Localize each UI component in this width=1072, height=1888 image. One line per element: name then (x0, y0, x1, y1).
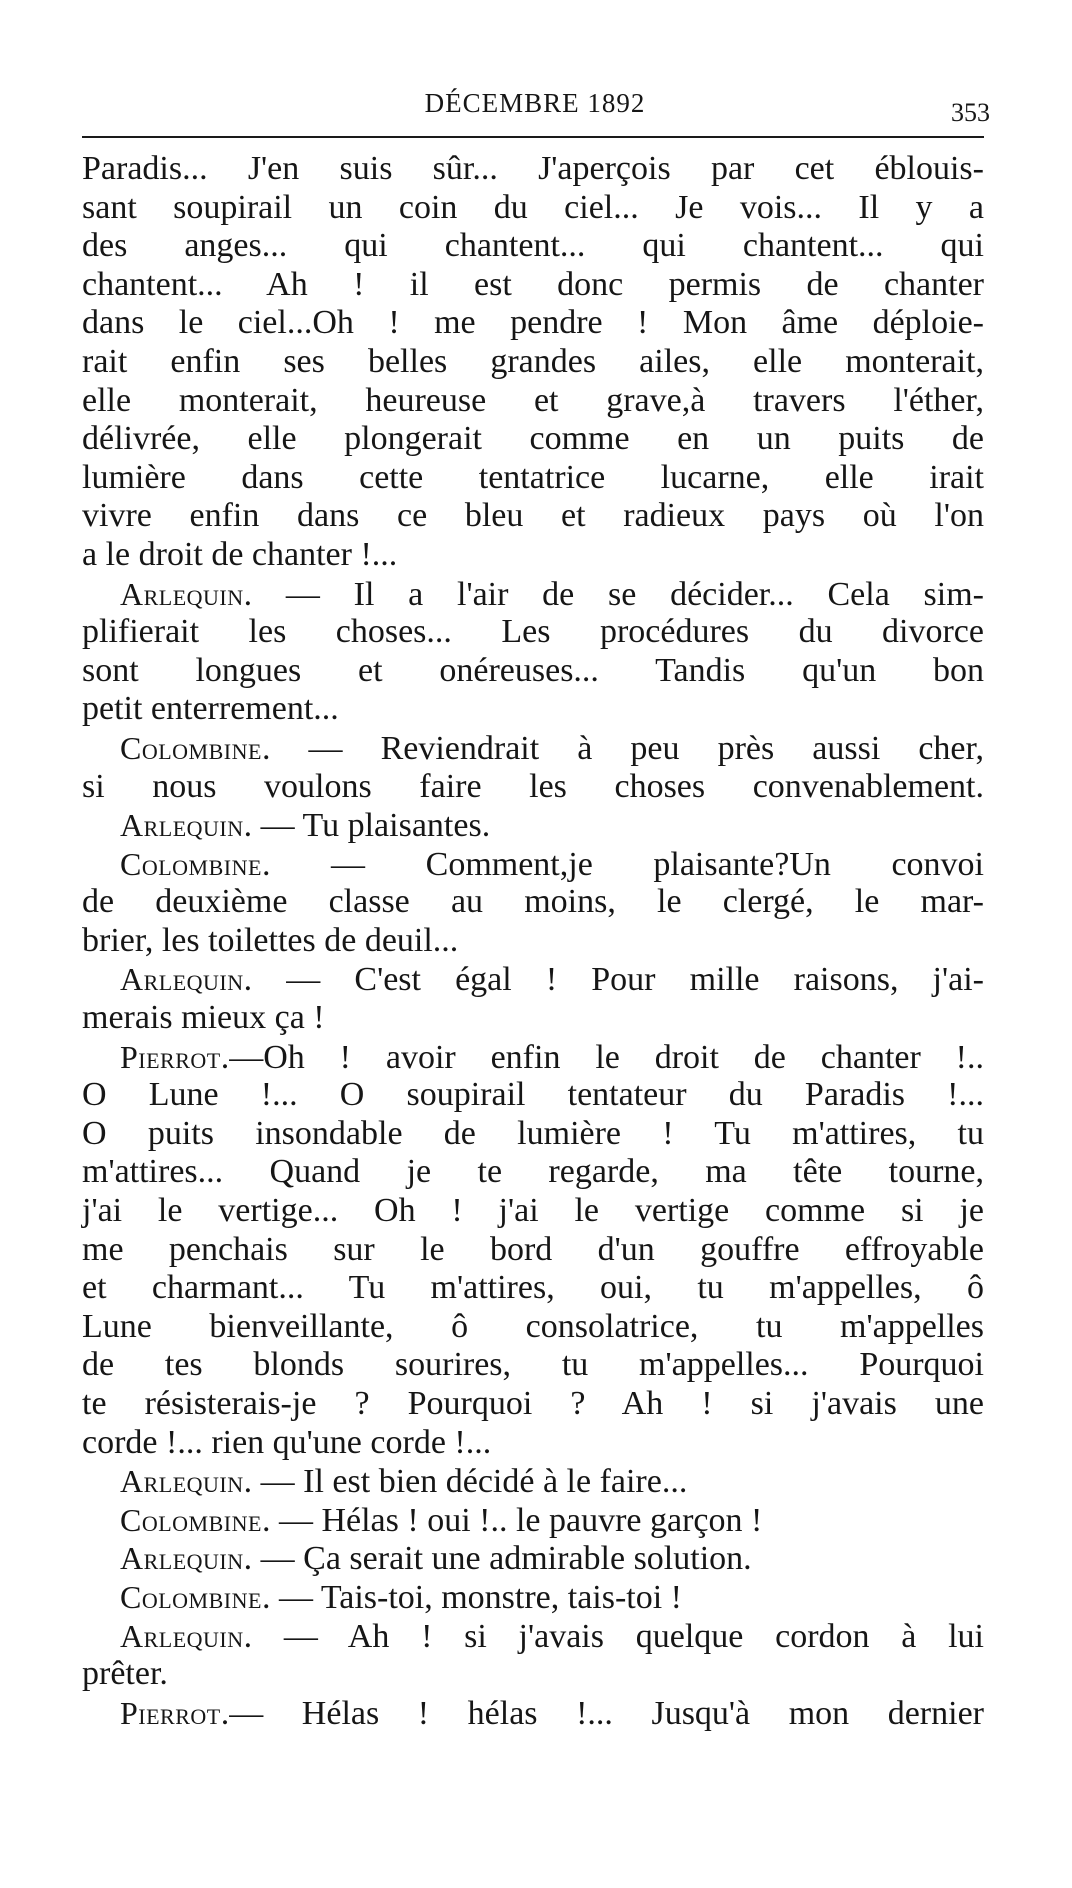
running-head: DÉCEMBRE 1892 (424, 88, 646, 118)
text-line (82, 150, 984, 189)
text-line (82, 304, 984, 343)
text-line (82, 1424, 984, 1463)
page-number: 353 (951, 98, 990, 127)
page-body (82, 150, 984, 1732)
line-text: plifierait les choses... Les procédures du divorce (82, 613, 984, 651)
text-line (82, 1346, 984, 1385)
speaker-name: Arlequin (120, 961, 244, 998)
speaker-name: Pierrot (120, 1038, 221, 1075)
text-line (82, 1385, 984, 1424)
text-line (82, 497, 984, 536)
text-line (82, 382, 984, 421)
line-text: . — Comment,je plaisante?Un convoi (261, 845, 984, 883)
line-text: et charmant... Tu m'attires, oui, tu m'appelles, ô (82, 1269, 984, 1307)
text-line (82, 1655, 984, 1694)
line-text: .—Oh ! avoir enfin le droit de chanter !.. (220, 1038, 984, 1076)
text-line (82, 227, 984, 266)
line-text: me penchais sur le bord d'un gouffre effroyable (82, 1230, 984, 1268)
line-text: a le droit de chanter !... (82, 535, 398, 573)
text-line (82, 575, 984, 614)
text-line (82, 1153, 984, 1192)
speaker-name: Colombine (120, 1501, 262, 1538)
text-line (82, 690, 984, 729)
line-text: dans le ciel...Oh ! me pendre ! Mon âme déploie- (82, 304, 984, 342)
text-line (82, 883, 984, 922)
line-text: des anges... qui chantent... qui chantent... qui (82, 227, 984, 265)
line-text: O puits insondable de lumière ! Tu m'attires, tu (82, 1114, 984, 1152)
text-line (82, 1231, 984, 1270)
line-text: O Lune !... O soupirail tentateur du Paradis !... (82, 1076, 984, 1114)
line-text: . — Tais-toi, monstre, tais-toi ! (261, 1578, 683, 1616)
text-line (82, 729, 984, 768)
line-text: sant soupirail un coin du ciel... Je vois... Il y a (82, 188, 984, 226)
line-text: . — Ah ! si j'avais quelque cordon à lui (243, 1617, 984, 1655)
text-line (82, 999, 984, 1038)
line-text: . — Tu plaisantes. (243, 807, 491, 845)
line-text: . — Ça serait une admirable solution. (243, 1540, 752, 1578)
text-line (82, 1694, 984, 1733)
line-text: prêter. (82, 1655, 168, 1693)
text-line (82, 1076, 984, 1115)
line-text: . — Il est bien décidé à le faire... (243, 1463, 688, 1501)
speaker-name: Colombine (120, 729, 262, 766)
line-text: délivrée, elle plongerait comme en un puits de (82, 420, 984, 458)
text-line (82, 1192, 984, 1231)
line-text: . — Reviendrait à peu près aussi cher, (261, 729, 984, 767)
speaker-name: Arlequin (120, 1463, 244, 1500)
line-text: Lune bienveillante, ô consolatrice, tu m'appelles (82, 1307, 984, 1345)
text-line (82, 459, 984, 498)
text-line (82, 189, 984, 228)
text-line (82, 1269, 984, 1308)
speaker-name: Arlequin (120, 807, 244, 844)
line-text: vivre enfin dans ce bleu et radieux pays où l'on (82, 497, 984, 535)
line-text: . — Il a l'air de se décider... Cela sim- (243, 575, 984, 613)
line-text: petit enterrement... (82, 690, 339, 728)
text-line (82, 420, 984, 459)
line-text: j'ai le vertige... Oh ! j'ai le vertige comme si je (82, 1192, 984, 1230)
text-line (82, 1501, 984, 1540)
text-line (82, 806, 984, 845)
line-text: . — Hélas ! oui !.. le pauvre garçon ! (261, 1501, 763, 1539)
text-line (82, 266, 984, 305)
text-line (82, 652, 984, 691)
text-line (82, 1115, 984, 1154)
line-text: Paradis... J'en suis sûr... J'aperçois par cet éblouis- (82, 150, 984, 187)
line-text: de tes blonds sourires, tu m'appelles... Pourquoi (82, 1346, 984, 1384)
speaker-name: Pierrot (120, 1694, 221, 1731)
line-text: rait enfin ses belles grandes ailes, elle monterait, (82, 342, 984, 380)
text-line (82, 845, 984, 884)
line-text: te résisterais-je ? Pourquoi ? Ah ! si j'avais une (82, 1385, 984, 1422)
text-line (82, 768, 984, 807)
line-text: elle monterait, heureuse et grave,à travers l'éther, (82, 381, 984, 419)
speaker-name: Colombine (120, 845, 262, 882)
line-text: m'attires... Quand je te regarde, ma tête tourne, (82, 1153, 984, 1191)
line-text: de deuxième classe au moins, le clergé, le mar- (82, 883, 984, 921)
text-line (82, 1038, 984, 1077)
speaker-name: Arlequin (120, 1617, 244, 1654)
speaker-name: Arlequin (120, 575, 244, 612)
text-line (82, 1308, 984, 1347)
line-text: brier, les toilettes de deuil... (82, 921, 459, 959)
text-line (82, 536, 984, 575)
text-line (82, 1462, 984, 1501)
speaker-name: Colombine (120, 1578, 262, 1615)
text-line (82, 613, 984, 652)
line-text: chantent... Ah ! il est donc permis de chanter (82, 265, 984, 303)
text-line (82, 1539, 984, 1578)
text-line (82, 1617, 984, 1656)
line-text: merais mieux ça ! (82, 999, 325, 1037)
line-text: corde !... rien qu'une corde !... (82, 1423, 492, 1461)
text-line (82, 343, 984, 382)
speaker-name: Arlequin (120, 1540, 244, 1577)
line-text: .— Hélas ! hélas !... Jusqu'à mon dernier (220, 1694, 984, 1732)
text-line (82, 960, 984, 999)
text-line (82, 1578, 984, 1617)
line-text: . — C'est égal ! Pour mille raisons, j'ai- (243, 961, 984, 999)
line-text: si nous voulons faire les choses convenablement. (82, 767, 984, 805)
line-text: lumière dans cette tentatrice lucarne, elle irait (82, 458, 984, 496)
page-header (80, 88, 990, 128)
line-text: sont longues et onéreuses... Tandis qu'un bon (82, 651, 984, 689)
text-line (82, 922, 984, 961)
header-rule (82, 136, 984, 138)
